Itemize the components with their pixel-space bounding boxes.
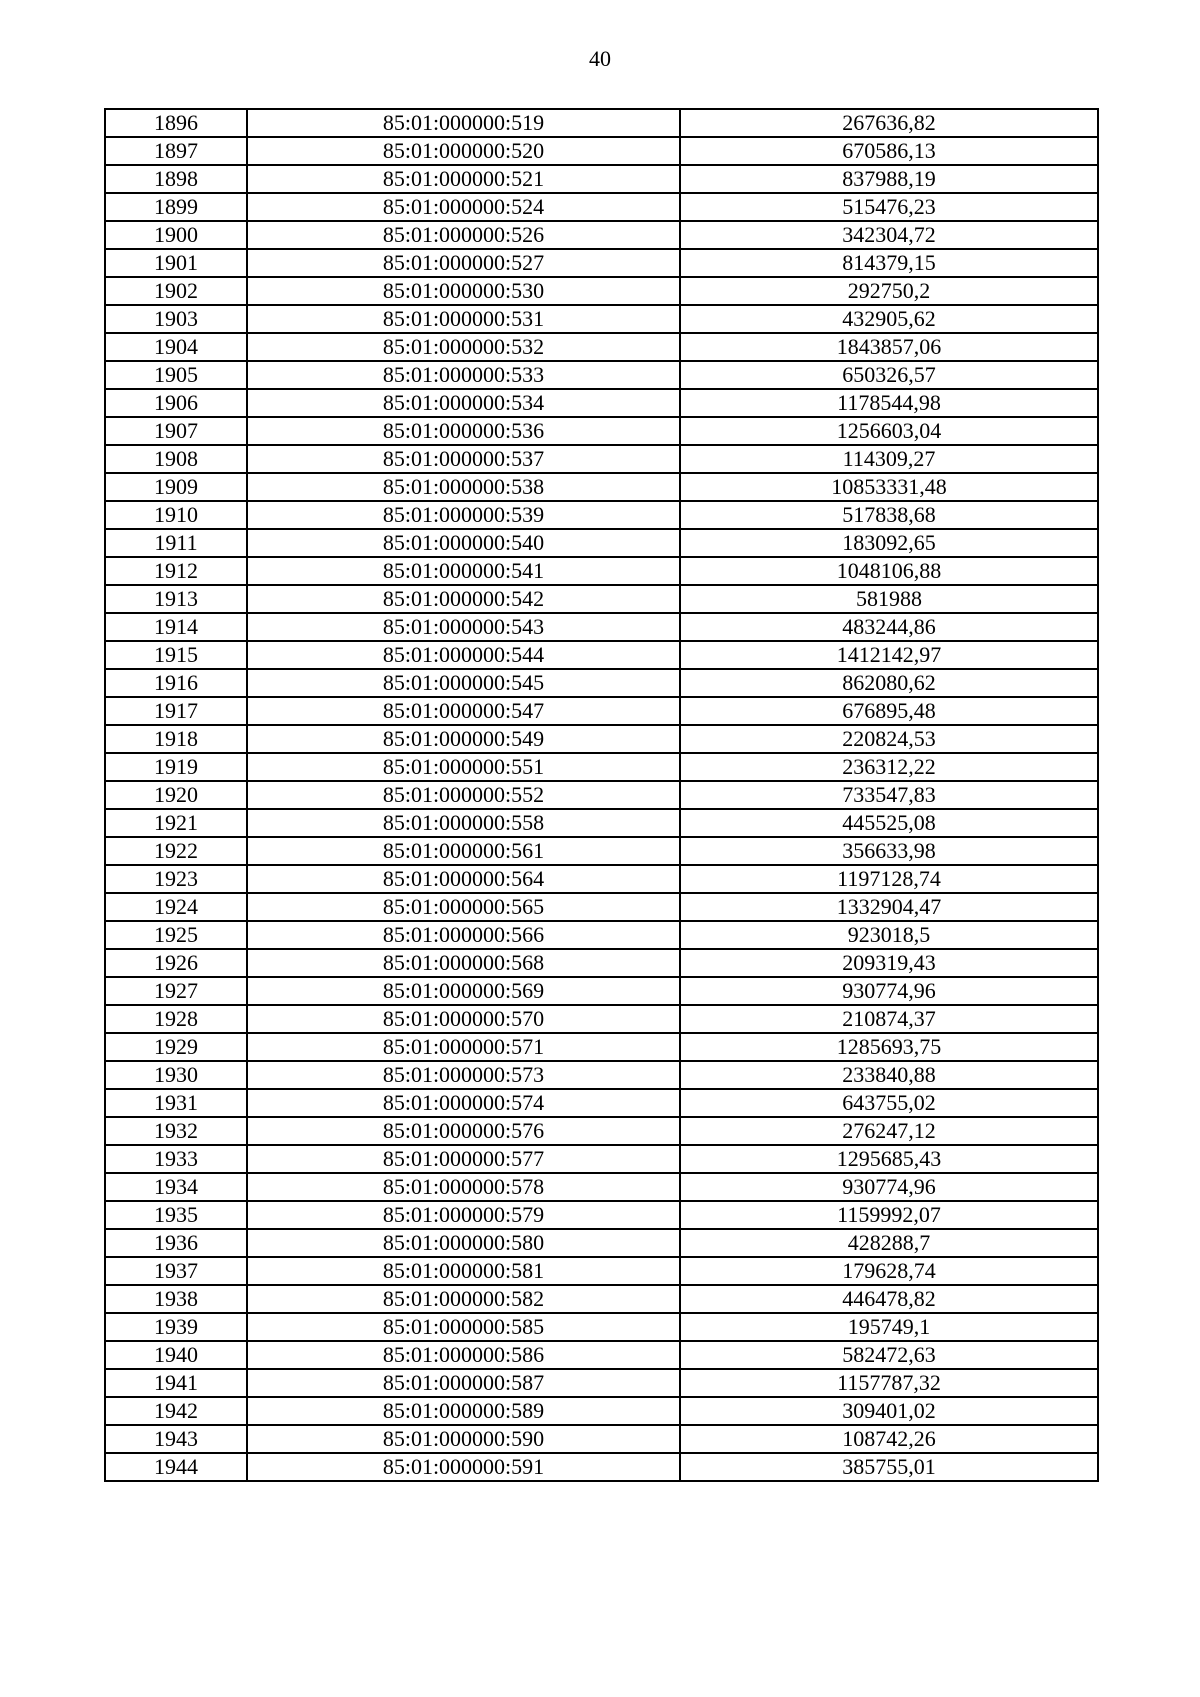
row-number-cell: 1933 [105, 1145, 247, 1173]
cadastral-number-cell: 85:01:000000:526 [247, 221, 680, 249]
cadastral-number-cell: 85:01:000000:527 [247, 249, 680, 277]
cadastral-number-cell: 85:01:000000:524 [247, 193, 680, 221]
table-row [105, 1117, 1098, 1145]
cadastral-value-cell: 930774,96 [680, 1173, 1098, 1201]
table-row [105, 1369, 1098, 1397]
cadastral-value-cell: 650326,57 [680, 361, 1098, 389]
row-number-cell: 1927 [105, 977, 247, 1005]
cadastral-number-cell: 85:01:000000:558 [247, 809, 680, 837]
cadastral-number-cell: 85:01:000000:581 [247, 1257, 680, 1285]
cadastral-number-cell: 85:01:000000:586 [247, 1341, 680, 1369]
cadastral-number-cell: 85:01:000000:565 [247, 893, 680, 921]
cadastral-number-cell: 85:01:000000:551 [247, 753, 680, 781]
cadastral-value-cell: 446478,82 [680, 1285, 1098, 1313]
table-row [105, 1145, 1098, 1173]
cadastral-value-cell: 195749,1 [680, 1313, 1098, 1341]
cadastral-number-cell: 85:01:000000:574 [247, 1089, 680, 1117]
cadastral-value-cell: 1285693,75 [680, 1033, 1098, 1061]
cadastral-number-cell: 85:01:000000:571 [247, 1033, 680, 1061]
cadastral-value-cell: 267636,82 [680, 109, 1098, 137]
cadastral-number-cell: 85:01:000000:576 [247, 1117, 680, 1145]
table-row [105, 1341, 1098, 1369]
row-number-cell: 1923 [105, 865, 247, 893]
table-row [105, 669, 1098, 697]
cadastral-value-cell: 342304,72 [680, 221, 1098, 249]
table-row [105, 641, 1098, 669]
cadastral-number-cell: 85:01:000000:587 [247, 1369, 680, 1397]
row-number-cell: 1939 [105, 1313, 247, 1341]
cadastral-number-cell: 85:01:000000:539 [247, 501, 680, 529]
cadastral-value-cell: 108742,26 [680, 1425, 1098, 1453]
table-row [105, 1061, 1098, 1089]
row-number-cell: 1917 [105, 697, 247, 725]
cadastral-number-cell: 85:01:000000:570 [247, 1005, 680, 1033]
cadastral-value-cell: 292750,2 [680, 277, 1098, 305]
row-number-cell: 1929 [105, 1033, 247, 1061]
table-row [105, 809, 1098, 837]
table-row [105, 333, 1098, 361]
table-row [105, 417, 1098, 445]
cadastral-value-cell: 220824,53 [680, 725, 1098, 753]
row-number-cell: 1924 [105, 893, 247, 921]
cadastral-number-cell: 85:01:000000:569 [247, 977, 680, 1005]
cadastral-value-cell: 236312,22 [680, 753, 1098, 781]
cadastral-value-cell: 517838,68 [680, 501, 1098, 529]
cadastral-number-cell: 85:01:000000:552 [247, 781, 680, 809]
row-number-cell: 1902 [105, 277, 247, 305]
cadastral-value-cell: 210874,37 [680, 1005, 1098, 1033]
cadastral-value-cell: 183092,65 [680, 529, 1098, 557]
cadastral-value-cell: 1295685,43 [680, 1145, 1098, 1173]
cadastral-value-cell: 930774,96 [680, 977, 1098, 1005]
row-number-cell: 1910 [105, 501, 247, 529]
cadastral-number-cell: 85:01:000000:537 [247, 445, 680, 473]
row-number-cell: 1922 [105, 837, 247, 865]
table-row [105, 1285, 1098, 1313]
table-row [105, 1173, 1098, 1201]
table-row [105, 109, 1098, 137]
row-number-cell: 1944 [105, 1453, 247, 1481]
cadastral-value-cell: 1048106,88 [680, 557, 1098, 585]
cadastral-number-cell: 85:01:000000:566 [247, 921, 680, 949]
table-row [105, 893, 1098, 921]
table-row [105, 165, 1098, 193]
cadastral-number-cell: 85:01:000000:578 [247, 1173, 680, 1201]
row-number-cell: 1901 [105, 249, 247, 277]
cadastral-value-cell: 1157787,32 [680, 1369, 1098, 1397]
table-row [105, 389, 1098, 417]
cadastral-value-cell: 1159992,07 [680, 1201, 1098, 1229]
cadastral-value-cell: 837988,19 [680, 165, 1098, 193]
table-row [105, 725, 1098, 753]
row-number-cell: 1921 [105, 809, 247, 837]
table-row [105, 949, 1098, 977]
cadastral-number-cell: 85:01:000000:582 [247, 1285, 680, 1313]
row-number-cell: 1916 [105, 669, 247, 697]
row-number-cell: 1941 [105, 1369, 247, 1397]
cadastral-value-cell: 643755,02 [680, 1089, 1098, 1117]
table-row [105, 277, 1098, 305]
cadastral-value-cell: 483244,86 [680, 613, 1098, 641]
row-number-cell: 1906 [105, 389, 247, 417]
cadastral-number-cell: 85:01:000000:540 [247, 529, 680, 557]
row-number-cell: 1900 [105, 221, 247, 249]
table-row [105, 1453, 1098, 1481]
cadastral-value-cell: 10853331,48 [680, 473, 1098, 501]
cadastral-value-cell: 1843857,06 [680, 333, 1098, 361]
cadastral-value-cell: 233840,88 [680, 1061, 1098, 1089]
cadastral-number-cell: 85:01:000000:519 [247, 109, 680, 137]
table-row [105, 1201, 1098, 1229]
row-number-cell: 1938 [105, 1285, 247, 1313]
cadastral-value-cell: 814379,15 [680, 249, 1098, 277]
cadastral-value-cell: 356633,98 [680, 837, 1098, 865]
cadastral-value-cell: 1197128,74 [680, 865, 1098, 893]
row-number-cell: 1937 [105, 1257, 247, 1285]
cadastral-number-cell: 85:01:000000:541 [247, 557, 680, 585]
row-number-cell: 1936 [105, 1229, 247, 1257]
table-row [105, 837, 1098, 865]
table-row [105, 249, 1098, 277]
cadastral-number-cell: 85:01:000000:530 [247, 277, 680, 305]
cadastral-number-cell: 85:01:000000:573 [247, 1061, 680, 1089]
cadastral-value-cell: 581988 [680, 585, 1098, 613]
row-number-cell: 1930 [105, 1061, 247, 1089]
row-number-cell: 1935 [105, 1201, 247, 1229]
cadastral-value-table [104, 108, 1099, 1482]
cadastral-value-cell: 676895,48 [680, 697, 1098, 725]
cadastral-number-cell: 85:01:000000:543 [247, 613, 680, 641]
row-number-cell: 1907 [105, 417, 247, 445]
cadastral-number-cell: 85:01:000000:580 [247, 1229, 680, 1257]
cadastral-number-cell: 85:01:000000:590 [247, 1425, 680, 1453]
table-row [105, 445, 1098, 473]
row-number-cell: 1942 [105, 1397, 247, 1425]
cadastral-number-cell: 85:01:000000:536 [247, 417, 680, 445]
row-number-cell: 1920 [105, 781, 247, 809]
table-row [105, 585, 1098, 613]
cadastral-value-cell: 385755,01 [680, 1453, 1098, 1481]
cadastral-value-cell: 432905,62 [680, 305, 1098, 333]
row-number-cell: 1897 [105, 137, 247, 165]
row-number-cell: 1928 [105, 1005, 247, 1033]
cadastral-value-cell: 276247,12 [680, 1117, 1098, 1145]
table-row [105, 305, 1098, 333]
row-number-cell: 1940 [105, 1341, 247, 1369]
table-row [105, 865, 1098, 893]
cadastral-number-cell: 85:01:000000:564 [247, 865, 680, 893]
cadastral-number-cell: 85:01:000000:542 [247, 585, 680, 613]
cadastral-value-cell: 923018,5 [680, 921, 1098, 949]
row-number-cell: 1903 [105, 305, 247, 333]
cadastral-number-cell: 85:01:000000:547 [247, 697, 680, 725]
cadastral-value-cell: 1332904,47 [680, 893, 1098, 921]
table-row [105, 1397, 1098, 1425]
row-number-cell: 1899 [105, 193, 247, 221]
cadastral-number-cell: 85:01:000000:544 [247, 641, 680, 669]
table-row [105, 529, 1098, 557]
row-number-cell: 1926 [105, 949, 247, 977]
table-row [105, 753, 1098, 781]
row-number-cell: 1918 [105, 725, 247, 753]
cadastral-value-cell: 445525,08 [680, 809, 1098, 837]
table-body [105, 109, 1098, 1481]
row-number-cell: 1919 [105, 753, 247, 781]
table-row [105, 193, 1098, 221]
table-row [105, 697, 1098, 725]
cadastral-value-cell: 1412142,97 [680, 641, 1098, 669]
cadastral-value-cell: 179628,74 [680, 1257, 1098, 1285]
table-row [105, 557, 1098, 585]
row-number-cell: 1911 [105, 529, 247, 557]
row-number-cell: 1912 [105, 557, 247, 585]
cadastral-value-cell: 515476,23 [680, 193, 1098, 221]
cadastral-value-cell: 733547,83 [680, 781, 1098, 809]
row-number-cell: 1898 [105, 165, 247, 193]
cadastral-value-cell: 670586,13 [680, 137, 1098, 165]
table-row [105, 1257, 1098, 1285]
cadastral-value-cell: 209319,43 [680, 949, 1098, 977]
row-number-cell: 1934 [105, 1173, 247, 1201]
table-row [105, 977, 1098, 1005]
row-number-cell: 1914 [105, 613, 247, 641]
cadastral-number-cell: 85:01:000000:585 [247, 1313, 680, 1341]
row-number-cell: 1915 [105, 641, 247, 669]
cadastral-number-cell: 85:01:000000:568 [247, 949, 680, 977]
row-number-cell: 1913 [105, 585, 247, 613]
table-row [105, 781, 1098, 809]
row-number-cell: 1904 [105, 333, 247, 361]
cadastral-number-cell: 85:01:000000:533 [247, 361, 680, 389]
row-number-cell: 1905 [105, 361, 247, 389]
cadastral-number-cell: 85:01:000000:538 [247, 473, 680, 501]
table-row [105, 921, 1098, 949]
cadastral-number-cell: 85:01:000000:579 [247, 1201, 680, 1229]
table-row [105, 1089, 1098, 1117]
row-number-cell: 1931 [105, 1089, 247, 1117]
cadastral-number-cell: 85:01:000000:545 [247, 669, 680, 697]
row-number-cell: 1932 [105, 1117, 247, 1145]
table-row [105, 137, 1098, 165]
row-number-cell: 1943 [105, 1425, 247, 1453]
cadastral-value-cell: 428288,7 [680, 1229, 1098, 1257]
table-row [105, 473, 1098, 501]
table-row [105, 501, 1098, 529]
cadastral-number-cell: 85:01:000000:561 [247, 837, 680, 865]
cadastral-number-cell: 85:01:000000:521 [247, 165, 680, 193]
table-row [105, 1005, 1098, 1033]
row-number-cell: 1925 [105, 921, 247, 949]
table-row [105, 1033, 1098, 1061]
row-number-cell: 1908 [105, 445, 247, 473]
row-number-cell: 1909 [105, 473, 247, 501]
table-row [105, 221, 1098, 249]
cadastral-number-cell: 85:01:000000:531 [247, 305, 680, 333]
cadastral-number-cell: 85:01:000000:589 [247, 1397, 680, 1425]
table-row [105, 1313, 1098, 1341]
cadastral-number-cell: 85:01:000000:577 [247, 1145, 680, 1173]
row-number-cell: 1896 [105, 109, 247, 137]
table-row [105, 1425, 1098, 1453]
cadastral-number-cell: 85:01:000000:591 [247, 1453, 680, 1481]
cadastral-value-cell: 862080,62 [680, 669, 1098, 697]
cadastral-value-cell: 309401,02 [680, 1397, 1098, 1425]
table-row [105, 361, 1098, 389]
cadastral-number-cell: 85:01:000000:549 [247, 725, 680, 753]
cadastral-value-cell: 582472,63 [680, 1341, 1098, 1369]
cadastral-number-cell: 85:01:000000:534 [247, 389, 680, 417]
cadastral-value-cell: 114309,27 [680, 445, 1098, 473]
cadastral-number-cell: 85:01:000000:532 [247, 333, 680, 361]
table-row [105, 1229, 1098, 1257]
cadastral-value-cell: 1178544,98 [680, 389, 1098, 417]
table-row [105, 613, 1098, 641]
page-number: 40 [589, 46, 611, 71]
cadastral-value-cell: 1256603,04 [680, 417, 1098, 445]
cadastral-number-cell: 85:01:000000:520 [247, 137, 680, 165]
